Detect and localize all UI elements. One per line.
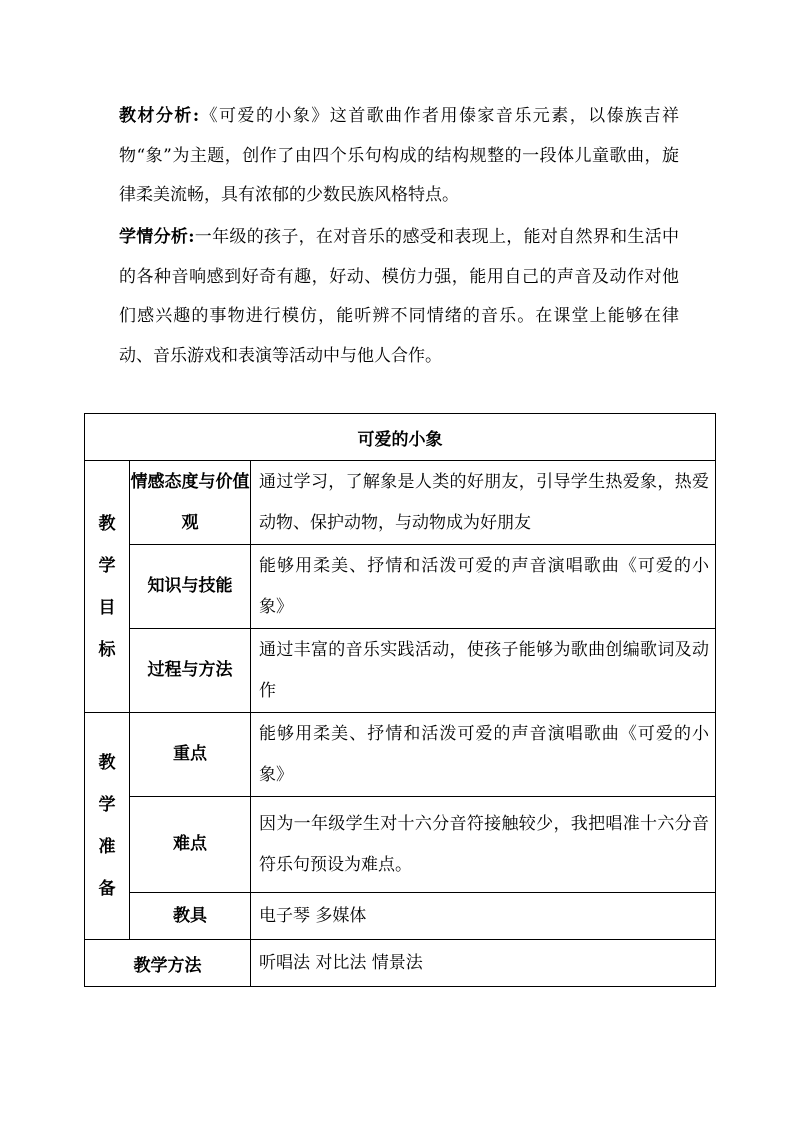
lesson-plan-table <box>84 413 716 987</box>
goal-label-attitude: 情感态度与价值观 <box>130 461 251 545</box>
student-analysis-paragraph <box>119 218 679 376</box>
student-analysis-text: 一年级的孩子，在对音乐的感受和表现上，能对自然界和生活中的各种音响感到好奇有趣，好动、模仿力强，能用自己的声音及动作对他们感兴趣的事物进行模仿，能听辨不同情绪的音乐。在课堂上能够在律动、音乐游戏和表演等活动中与他人合作。 <box>119 227 680 366</box>
prep-content-tools: 电子琴 多媒体 <box>251 893 716 940</box>
material-analysis-paragraph <box>119 97 679 216</box>
goal-label-process: 过程与方法 <box>130 629 251 713</box>
goal-content-process: 通过丰富的音乐实践活动，使孩子能够为歌曲创编歌词及动作 <box>251 629 716 713</box>
goal-content-attitude: 通过学习，了解象是人类的好朋友，引导学生热爱象，热爱动物、保护动物，与动物成为好朋友 <box>251 461 716 545</box>
prep-label-tools: 教具 <box>130 893 251 940</box>
goal-label-knowledge: 知识与技能 <box>130 545 251 629</box>
method-content: 听唱法 对比法 情景法 <box>251 940 716 987</box>
prep-label-key-point: 重点 <box>130 713 251 797</box>
prep-content-key-point: 能够用柔美、抒情和活泼可爱的声音演唱歌曲《可爱的小象》 <box>251 713 716 797</box>
method-label: 教学方法 <box>85 940 251 987</box>
goals-group-label: 教 学 目 标 <box>85 461 130 713</box>
prep-group-label: 教 学 准 备 <box>85 713 130 940</box>
table-title: 可爱的小象 <box>85 414 716 461</box>
goal-content-knowledge: 能够用柔美、抒情和活泼可爱的声音演唱歌曲《可爱的小象》 <box>251 545 716 629</box>
student-analysis-label: 学情分析: <box>119 227 195 247</box>
material-analysis-text: 《可爱的小象》这首歌曲作者用傣家音乐元素，以傣族吉祥物“象”为主题，创作了由四个乐句构成的结构规整的一段体儿童歌曲，旋律柔美流畅，具有浓郁的少数民族风格特点。 <box>119 106 679 205</box>
prep-label-difficulty: 难点 <box>130 797 251 893</box>
material-analysis-label: 教材分析: <box>119 106 200 126</box>
prep-content-difficulty: 因为一年级学生对十六分音符接触较少，我把唱准十六分音符乐句预设为难点。 <box>251 797 716 893</box>
